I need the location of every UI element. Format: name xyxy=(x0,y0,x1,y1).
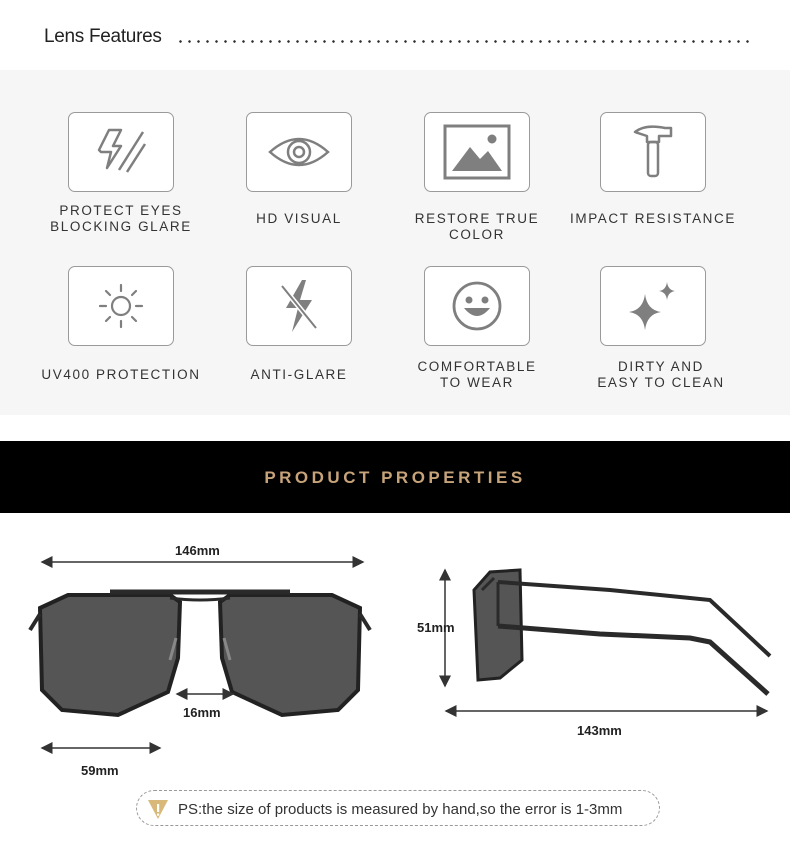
feature-label: RESTORE TRUE COLOR xyxy=(414,211,540,242)
temple-length-label: 143mm xyxy=(577,723,622,738)
feature-label: IMPACT RESISTANCE xyxy=(570,211,736,226)
lens-width-label: 59mm xyxy=(81,763,119,778)
blocked-lightning-icon xyxy=(274,276,324,336)
feature-card-protect-eyes xyxy=(68,112,174,192)
feature-card-impact xyxy=(600,112,706,192)
dotted-divider xyxy=(176,40,751,43)
measurement-note-text: PS:the size of products is measured by hand,so the error is 1-3mm xyxy=(178,801,623,818)
landscape-image-icon xyxy=(442,123,512,181)
front-width-label: 146mm xyxy=(175,543,220,558)
glasses-side-view xyxy=(410,560,780,730)
hammer-icon xyxy=(631,122,675,182)
lightning-shield-icon xyxy=(91,122,151,182)
eye-icon xyxy=(266,130,332,174)
warning-icon xyxy=(145,796,171,822)
feature-label: HD VISUAL xyxy=(256,211,342,226)
feature-card-anti-glare xyxy=(246,266,352,346)
feature-label: UV400 PROTECTION xyxy=(41,367,201,382)
section-title: Lens Features xyxy=(44,26,162,47)
feature-label: COMFORTABLE TO WEAR xyxy=(417,359,537,390)
sparkle-icon xyxy=(623,276,683,336)
smiley-face-icon xyxy=(451,280,503,332)
bridge-width-label: 16mm xyxy=(183,705,221,720)
feature-label: DIRTY AND EASY TO CLEAN xyxy=(597,359,725,390)
sun-icon xyxy=(96,281,146,331)
feature-card-uv400 xyxy=(68,266,174,346)
feature-card-comfortable xyxy=(424,266,530,346)
lens-height-label: 51mm xyxy=(417,620,455,635)
glasses-front-view xyxy=(20,540,390,780)
feature-card-easy-clean xyxy=(600,266,706,346)
properties-title: PRODUCT PROPERTIES xyxy=(264,468,526,487)
feature-label: ANTI-GLARE xyxy=(250,367,348,382)
feature-label: PROTECT EYES BLOCKING GLARE xyxy=(50,203,192,234)
feature-card-true-color xyxy=(424,112,530,192)
feature-card-hd-visual xyxy=(246,112,352,192)
